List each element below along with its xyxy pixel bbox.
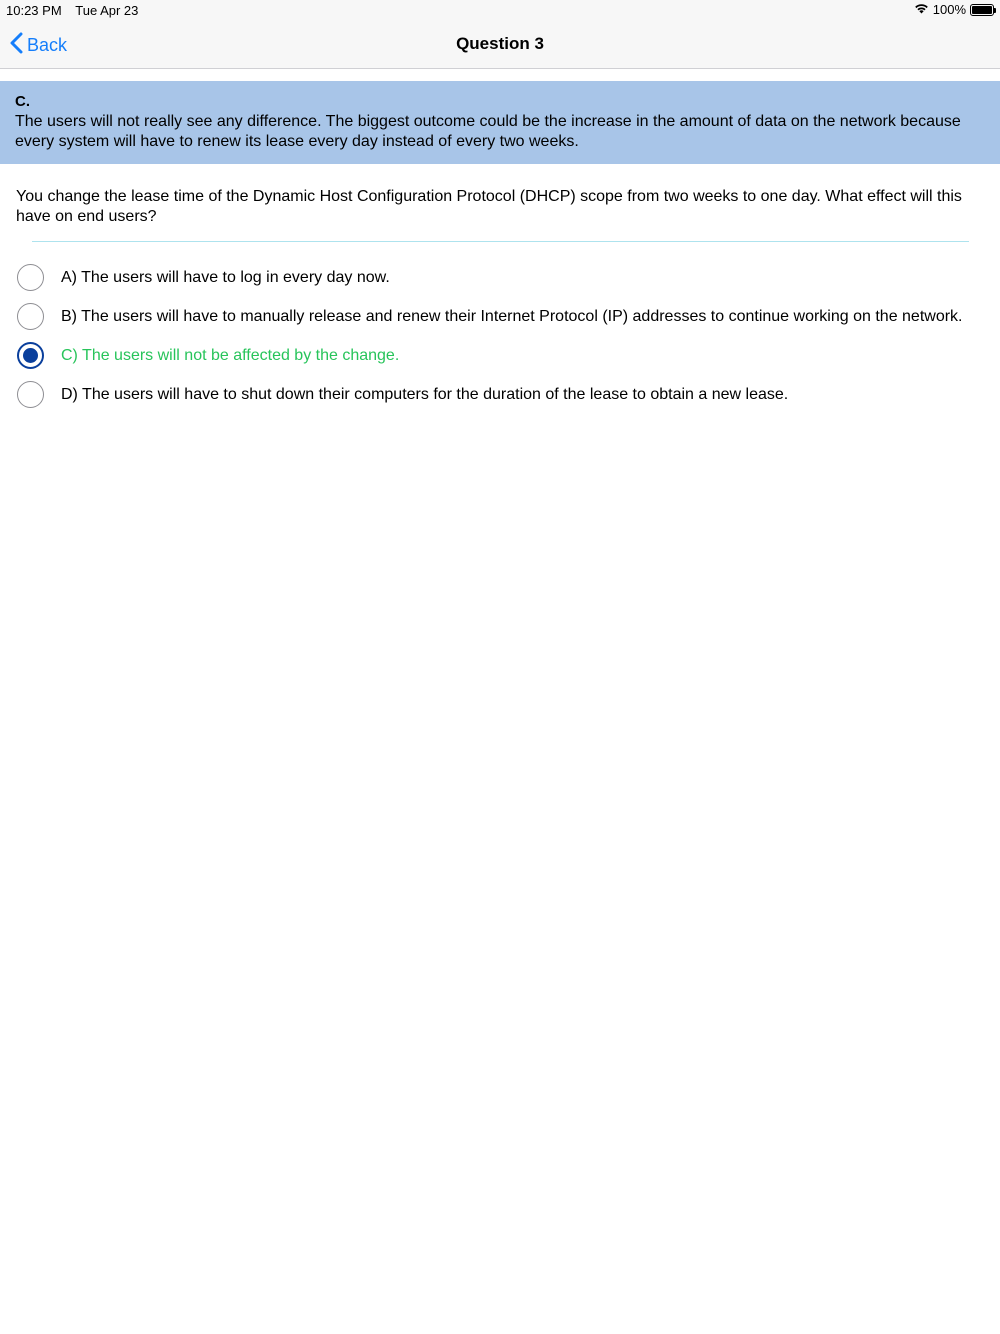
radio-button-a[interactable] <box>17 264 44 291</box>
option-c-label: C) The users will not be affected by the change. <box>61 347 400 364</box>
options-list <box>0 262 1000 418</box>
status-right <box>914 2 994 17</box>
status-time: 10:23 PM <box>6 3 62 18</box>
status-bar <box>0 0 1000 20</box>
navigation-bar <box>0 20 1000 69</box>
answer-banner <box>0 81 1000 164</box>
option-b-label: B) The users will have to manually release and renew their Internet Protocol (IP) addresses to continue working on the network. <box>61 308 963 325</box>
answer-explanation: The users will not really see any difference. The biggest outcome could be the increase in the amount of data on the network because every system will have to renew its lease every day instead of every two weeks. <box>15 113 961 150</box>
option-a[interactable] <box>0 262 1000 301</box>
option-a-label: A) The users will have to log in every day now. <box>61 269 390 286</box>
option-c[interactable] <box>0 340 1000 379</box>
radio-button-d[interactable] <box>17 381 44 408</box>
radio-button-c[interactable] <box>17 342 44 369</box>
question-text: You change the lease time of the Dynamic Host Configuration Protocol (DHCP) scope from two weeks to one day. What effect will this have on end users? <box>16 188 962 225</box>
divider <box>32 241 969 242</box>
battery-percent: 100% <box>932 2 966 17</box>
battery-icon <box>970 4 994 16</box>
answer-letter: C. <box>15 93 30 110</box>
page-title: Question 3 <box>456 34 544 53</box>
radio-button-b[interactable] <box>17 303 44 330</box>
status-date: Tue Apr 23 <box>75 3 139 18</box>
back-label: Back <box>27 34 68 55</box>
option-d-label: D) The users will have to shut down their computers for the duration of the lease to obtain a new lease. <box>61 386 789 403</box>
status-left <box>6 3 138 18</box>
option-b[interactable] <box>0 301 1000 340</box>
wifi-icon <box>914 2 929 17</box>
option-d[interactable] <box>0 379 1000 418</box>
